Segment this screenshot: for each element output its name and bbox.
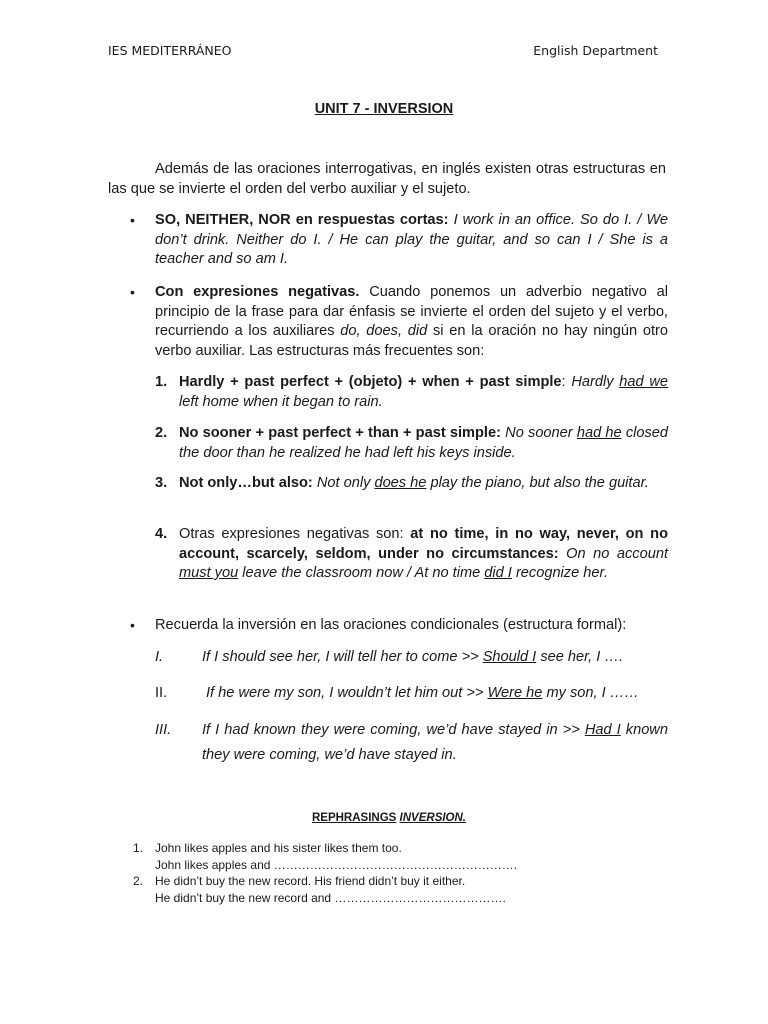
- example-inversion: does he: [374, 475, 427, 491]
- exercise-number: 1.: [133, 841, 144, 855]
- example-inversion: must you: [179, 565, 239, 581]
- bullet-text: [155, 283, 668, 361]
- bullet-negative-expressions: [108, 283, 668, 361]
- structure-number: 4.: [155, 526, 168, 542]
- intro-paragraph: Además de las oraciones interrogativas, en inglés existen otras estructuras en las que se invierte el orden del verbo auxiliar y el sujeto.: [108, 161, 666, 197]
- bullet-example: I work in an office. So do I. / We don’t drink. Neither do I. / He can play the guitar, and so can I / She is a teacher and so am I.: [155, 212, 668, 267]
- structure-number: 2.: [155, 425, 168, 441]
- bullet-conditionals: [108, 616, 668, 636]
- example-pre: Not only: [316, 475, 371, 491]
- structure-text: [179, 373, 668, 412]
- structure-text: [179, 424, 668, 463]
- rephrasings-title-a: REPHRASINGS: [311, 812, 397, 824]
- structure-rule: Not only…but also:: [179, 475, 313, 491]
- exercise-answer-line[interactable]: He didn’t buy the new record and …………………………………….: [155, 890, 506, 905]
- bullet-short-answers: [108, 211, 668, 270]
- example-post: left home when it began to rain.: [179, 393, 383, 410]
- school-name: IES MEDITERRÁNEO: [108, 43, 232, 58]
- bullet-heading: SO, NEITHER, NOR en respuestas cortas:: [155, 212, 449, 228]
- example-pre: No sooner: [505, 425, 573, 441]
- conditional-original: If I had known they were coming, we’d have stayed in >>: [202, 722, 580, 738]
- example-mid: leave the classroom now / At no time: [242, 565, 481, 581]
- rephrasings-title: [0, 812, 768, 824]
- bullet-body: Cuando ponemos un adverbio negativo al principio de la frase para dar énfasis se invierte el orden del sujeto y el verbo, recurriendo a los auxiliares: [155, 284, 668, 339]
- bullet-dot: •: [130, 212, 135, 228]
- conditional-text: [206, 681, 668, 706]
- bullet-dot: •: [130, 284, 135, 300]
- conditional-number: I.: [155, 649, 164, 665]
- example-post: recognize her.: [515, 565, 608, 581]
- example-inversion: had we: [619, 374, 668, 390]
- structure-rule: Hardly + past perfect + (objeto) + when + past simple: [179, 374, 562, 390]
- example-inversion: had he: [576, 425, 622, 441]
- conditional-original: If he were my son, I wouldn’t let him out >>: [206, 685, 484, 701]
- structure-item: [155, 474, 668, 494]
- rephrasings-title-b: INVERSION.: [399, 812, 467, 824]
- department-name: English Department: [533, 43, 658, 58]
- bullet-text: [155, 211, 668, 270]
- conditional-rest: known they were coming, we’d have stayed in.: [202, 722, 668, 763]
- structure-number: 3.: [155, 475, 168, 491]
- structure-sep: :: [561, 374, 566, 390]
- unit-title: [0, 101, 768, 117]
- conditional-item: [155, 718, 668, 768]
- structure-text: [179, 474, 668, 494]
- structure-rule: No sooner + past perfect + than + past simple:: [179, 425, 501, 441]
- structure-text: [179, 525, 668, 584]
- conditional-number: II.: [155, 685, 168, 701]
- conditional-inversion: Were he: [487, 685, 543, 701]
- example-pre: On no account: [566, 545, 668, 562]
- conditional-rest: see her, I ….: [540, 649, 624, 665]
- exercise-item: [133, 840, 517, 873]
- conditional-number: III.: [155, 722, 172, 738]
- example-inversion-2: did I: [484, 565, 512, 581]
- unit-title-text: UNIT 7 - INVERSION: [314, 101, 454, 117]
- bullet-heading: Con expresiones negativas.: [155, 284, 360, 300]
- bullet-body-cont: si en la oración no hay ningún otro verbo auxiliar. Las estructuras más frecuentes son:: [155, 323, 668, 359]
- exercise-answer-line[interactable]: John likes apples and …………………………………………………….: [155, 857, 518, 872]
- auxiliaries: do, does, did: [340, 323, 428, 339]
- structure-item: [155, 424, 668, 463]
- conditional-original: If I should see her, I will tell her to come >>: [202, 649, 479, 665]
- conditional-text: [202, 718, 668, 768]
- exercise-sentence: He didn’t buy the new record. His friend didn’t buy it either.: [155, 874, 466, 888]
- example-post: closed the door than he realized he had left his keys inside.: [179, 425, 669, 461]
- structure-item: [155, 373, 668, 412]
- conditional-text: [202, 645, 668, 670]
- exercise-number: 2.: [133, 874, 144, 888]
- conditional-item: [155, 645, 668, 670]
- conditional-item: [155, 681, 668, 706]
- conditional-rest: my son, I ……: [546, 685, 639, 701]
- bullet-dot: •: [130, 617, 135, 633]
- example-post: play the piano, but also the guitar.: [430, 475, 649, 491]
- conditional-inversion: Should I: [482, 649, 537, 665]
- structure-number: 1.: [155, 374, 168, 390]
- exercise-sentence: John likes apples and his sister likes them too.: [155, 841, 402, 855]
- example-pre: Hardly: [571, 374, 614, 390]
- exercise-item: [133, 873, 506, 906]
- structure-rule: at no time, in no way, never, on no account, scarcely, seldom, under no circumstances:: [179, 526, 669, 562]
- structure-item: [155, 525, 668, 584]
- structure-intro: Otras expresiones negativas son:: [179, 526, 404, 542]
- conditional-inversion: Had I: [584, 722, 621, 738]
- bullet-text: Recuerda la inversión en las oraciones condicionales (estructura formal):: [155, 617, 627, 633]
